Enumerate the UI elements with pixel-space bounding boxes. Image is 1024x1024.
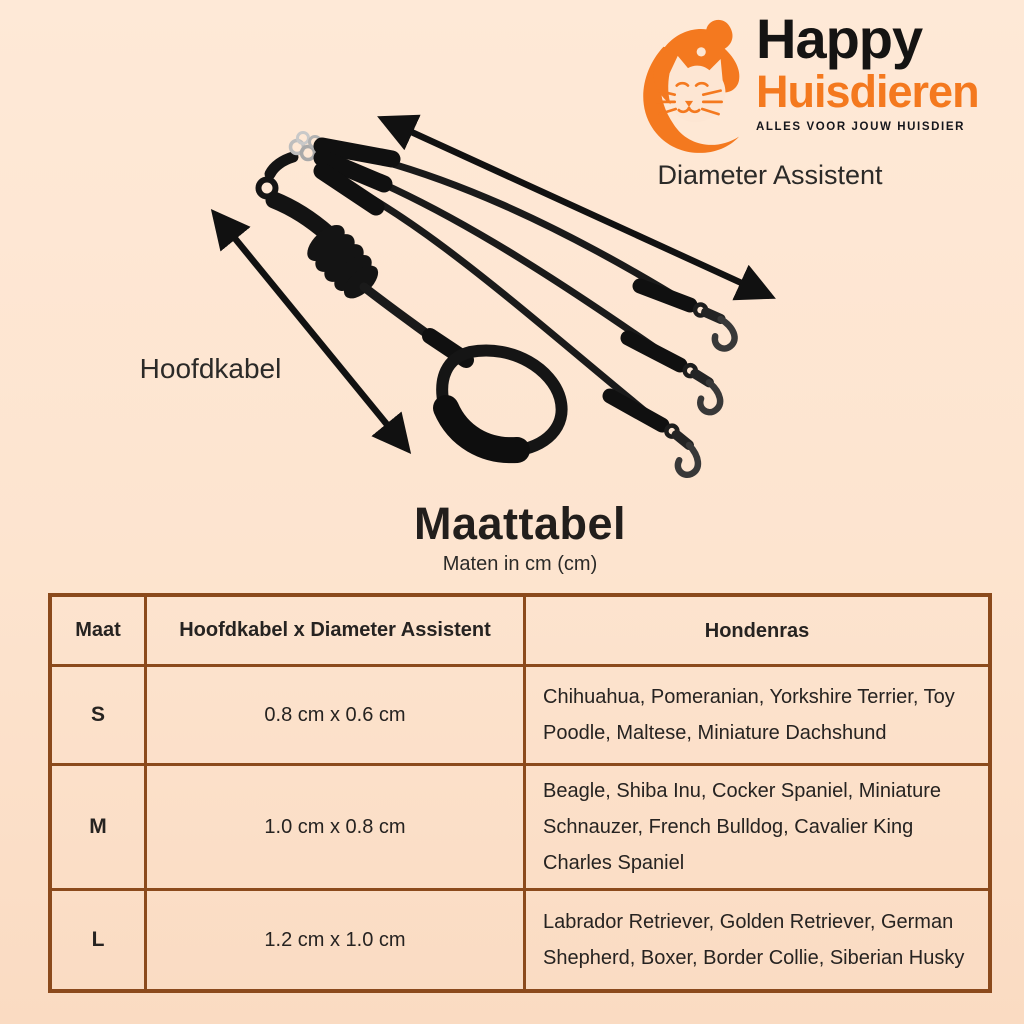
brand-name-line1: Happy bbox=[756, 7, 923, 70]
size-chart-subtitle: Maten in cm (cm) bbox=[442, 553, 598, 575]
leash-coupler bbox=[259, 133, 321, 197]
hoofdkabel-label: Hoofdkabel bbox=[139, 353, 282, 384]
brand-logo bbox=[628, 7, 979, 158]
column-header-dimensions: Hoofdkabel x Diameter Assistent bbox=[147, 597, 526, 667]
brand-name-line2: Huisdieren bbox=[756, 65, 979, 117]
dimensions-cell-m: 1.0 cm x 0.8 cm bbox=[147, 766, 526, 891]
leash-main-cable bbox=[274, 200, 562, 451]
size-table bbox=[48, 593, 992, 993]
snap-hook-icons bbox=[651, 303, 742, 479]
column-header-maat: Maat bbox=[52, 597, 147, 667]
size-chart-title: Maattabel bbox=[413, 498, 627, 549]
size-cell-l: L bbox=[52, 891, 147, 989]
diameter-assistent-label: Diameter Assistent bbox=[657, 160, 883, 190]
brand-tagline: ALLES VOOR JOUW HUISDIER bbox=[756, 120, 965, 133]
size-cell-s: S bbox=[52, 667, 147, 766]
breeds-cell-s: Chihuahua, Pomeranian, Yorkshire Terrier, Toy Poodle, Maltese, Miniature Dachshund bbox=[526, 667, 988, 766]
dimensions-cell-s: 0.8 cm x 0.6 cm bbox=[147, 667, 526, 766]
dog-cat-logo-icon bbox=[628, 10, 752, 158]
breeds-cell-m: Beagle, Shiba Inu, Cocker Spaniel, Miniature Schnauzer, French Bulldog, Cavalier King Charles Spaniel bbox=[526, 766, 988, 891]
size-cell-m: M bbox=[52, 766, 147, 891]
dimensions-cell-l: 1.2 cm x 1.0 cm bbox=[147, 891, 526, 989]
breeds-cell-l: Labrador Retriever, Golden Retriever, German Shepherd, Boxer, Border Collie, Siberian Husky bbox=[543, 911, 965, 969]
column-header-hondenras: Hondenras bbox=[526, 597, 988, 667]
